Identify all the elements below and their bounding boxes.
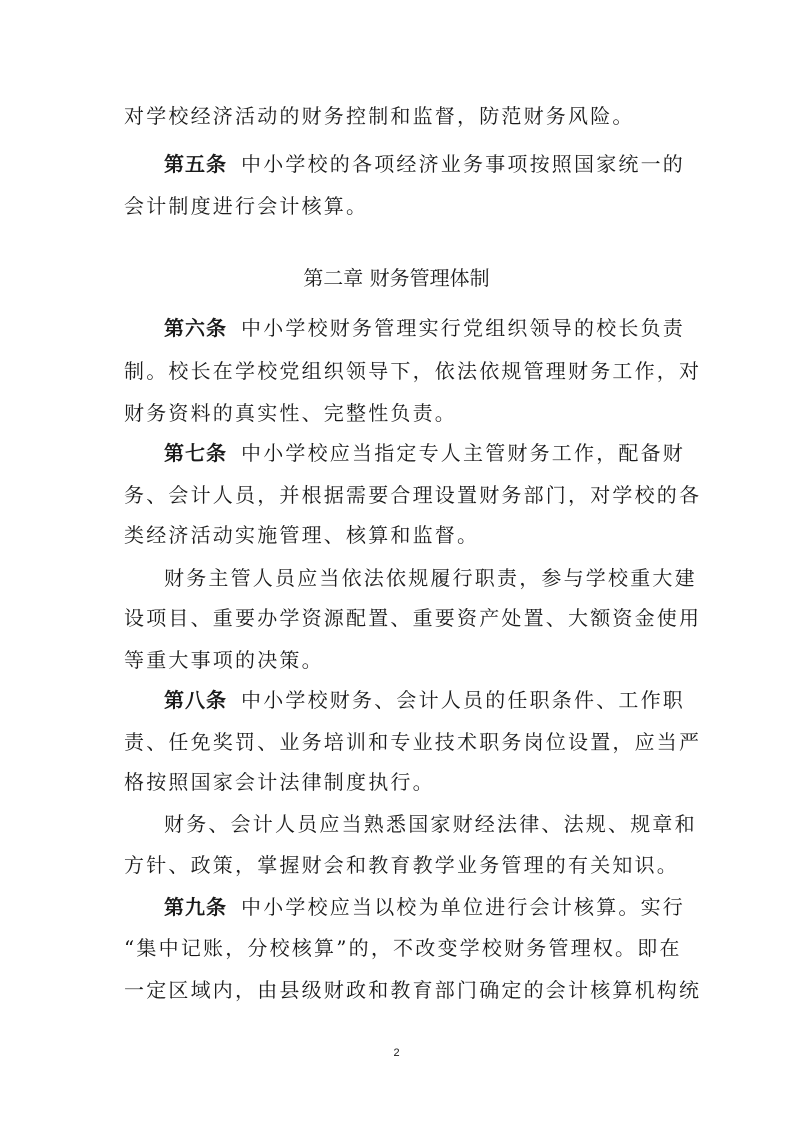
chapter-heading: 第二章 财务管理体制 — [303, 266, 490, 290]
article-7-text: 中小学校应当指定专人主管财务工作，配备财 — [241, 441, 685, 465]
text-line: 会计制度进行会计核算。 — [124, 194, 369, 218]
article-7-line — [164, 439, 685, 467]
article-9-label: 第九条 — [164, 895, 227, 919]
article-6-line — [164, 314, 685, 342]
article-8-text: 中小学校财务、会计人员的任职条件、工作职 — [241, 688, 685, 712]
article-7-label: 第七条 — [164, 441, 227, 465]
text-line: 类经济活动实施管理、核算和监督。 — [124, 523, 480, 547]
article-9-text: 中小学校应当以校为单位进行会计核算。实行 — [241, 895, 685, 919]
article-6-label: 第六条 — [164, 316, 227, 340]
text-line: 设项目、重要办学资源配置、重要资产处置、大额资金使用 — [124, 606, 702, 630]
article-8-label: 第八条 — [164, 688, 227, 712]
article-5-text: 中小学校的各项经济业务事项按照国家统一的 — [241, 152, 685, 176]
article-5-label: 第五条 — [164, 152, 227, 176]
text-line: “集中记账，分校核算”的，不改变学校财务管理权。即在 — [124, 936, 682, 960]
text-line: 等重大事项的决策。 — [124, 648, 324, 672]
text-line: 方针、政策，掌握财会和教育教学业务管理的有关知识。 — [124, 853, 679, 877]
text-line: 制。校长在学校党组织领导下，依法依规管理财务工作，对 — [124, 359, 702, 383]
page-number: 2 — [393, 1047, 400, 1059]
text-line: 财务主管人员应当依法依规履行职责，参与学校重大建 — [164, 566, 697, 590]
text-line: 责、任免奖罚、业务培训和专业技术职务岗位设置，应当严 — [124, 730, 702, 754]
text-line: 财务资料的真实性、完整性负责。 — [124, 401, 457, 425]
article-8-line — [164, 686, 685, 714]
text-line: 对学校经济活动的财务控制和监督，防范财务风险。 — [124, 104, 635, 128]
article-5-line — [164, 150, 685, 178]
text-line: 财务、会计人员应当熟悉国家财经法律、法规、规章和 — [164, 812, 697, 836]
text-line: 一定区域内，由县级财政和教育部门确定的会计核算机构统 — [124, 978, 702, 1002]
article-6-text: 中小学校财务管理实行党组织领导的校长负责 — [241, 316, 685, 340]
text-line: 格按照国家会计法律制度执行。 — [124, 770, 435, 794]
article-9-line — [164, 893, 685, 921]
text-line: 务、会计人员，并根据需要合理设置财务部门，对学校的各 — [124, 483, 702, 507]
